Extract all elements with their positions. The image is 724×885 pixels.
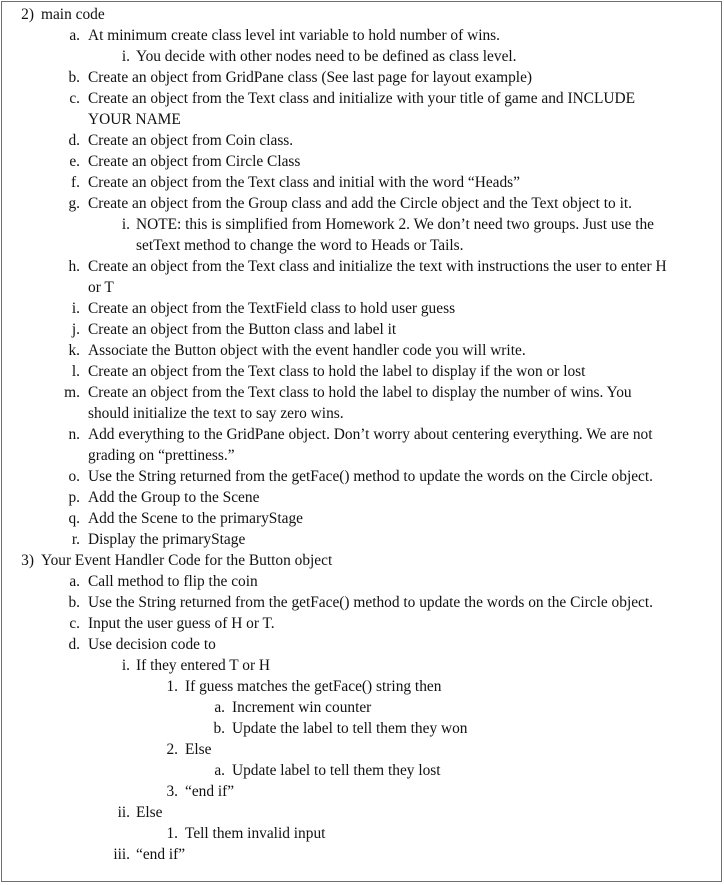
list-marker: m. bbox=[64, 384, 80, 401]
list-item-text: If guess matches the getFace() string then bbox=[185, 678, 442, 695]
list-marker: n. bbox=[68, 426, 80, 443]
list-item bbox=[0, 781, 720, 802]
list-marker: i. bbox=[121, 216, 130, 233]
list-marker: a. bbox=[69, 573, 80, 590]
list-item bbox=[0, 634, 720, 655]
list-item bbox=[0, 823, 720, 844]
list-marker: 2) bbox=[21, 6, 34, 23]
list-item-continuation bbox=[0, 403, 720, 424]
list-item-text: Use the String returned from the getFace() method to update the words on the Circle object. bbox=[88, 594, 654, 611]
list-item bbox=[0, 319, 720, 340]
list-marker: d. bbox=[68, 636, 80, 653]
list-item-text: Increment win counter bbox=[232, 699, 372, 716]
list-item bbox=[0, 256, 720, 277]
list-item-text: Use decision code to bbox=[88, 636, 216, 653]
list-item bbox=[0, 718, 720, 739]
list-item-text: Else bbox=[136, 804, 163, 821]
section-main-code bbox=[0, 4, 720, 25]
list-item-text: At minimum create class level int variable to hold number of wins. bbox=[88, 27, 501, 44]
list-marker: j. bbox=[71, 321, 80, 338]
list-marker: d. bbox=[68, 132, 80, 149]
list-item-text: Create an object from the TextField class to hold user guess bbox=[88, 300, 456, 317]
section-heading: Your Event Handler Code for the Button object bbox=[41, 552, 333, 569]
list-item-text: Create an object from the Text class to hold the label to display the number of wins. You bbox=[88, 384, 632, 401]
list-item bbox=[0, 298, 720, 319]
list-item-text: “end if” bbox=[185, 783, 235, 800]
list-marker: b. bbox=[213, 720, 225, 737]
list-item-continuation bbox=[0, 277, 720, 298]
list-item-text: NOTE: this is simplified from Homework 2. We don’t need two groups. Just use the bbox=[136, 216, 654, 233]
list-marker: 3) bbox=[21, 552, 34, 569]
list-item bbox=[0, 739, 720, 760]
list-item-text: Create an object from the Text class to hold the label to display if the won or lost bbox=[88, 363, 586, 380]
list-marker: 2. bbox=[166, 741, 178, 758]
list-marker: k. bbox=[68, 342, 80, 359]
list-item bbox=[0, 802, 720, 823]
list-marker: b. bbox=[68, 594, 80, 611]
list-marker: a. bbox=[69, 27, 80, 44]
list-marker: r. bbox=[71, 531, 80, 548]
list-item bbox=[0, 529, 720, 550]
list-item bbox=[0, 151, 720, 172]
list-marker: 1. bbox=[166, 825, 178, 842]
list-item-text: Create an object from the Text class and initial with the word “Heads” bbox=[88, 174, 520, 191]
list-item bbox=[0, 487, 720, 508]
list-item bbox=[0, 361, 720, 382]
list-item-text: Add the Group to the Scene bbox=[88, 489, 260, 506]
list-marker: q. bbox=[68, 510, 80, 527]
list-marker: g. bbox=[68, 195, 80, 212]
list-item bbox=[0, 130, 720, 151]
list-item-text: Create an object from the Text class and initialize with your title of game and INCLUDE bbox=[88, 90, 635, 107]
list-marker: p. bbox=[68, 489, 80, 506]
list-item bbox=[0, 697, 720, 718]
list-item bbox=[0, 214, 720, 235]
list-marker: 1. bbox=[166, 678, 178, 695]
list-item-text: Add everything to the GridPane object. Don’t worry about centering everything. We are not bbox=[88, 426, 653, 443]
list-marker: c. bbox=[69, 90, 80, 107]
list-item-text: Use the String returned from the getFace() method to update the words on the Circle object. bbox=[88, 468, 654, 485]
list-item bbox=[0, 844, 720, 865]
list-item-text: Call method to flip the coin bbox=[88, 573, 258, 590]
list-item bbox=[0, 25, 720, 46]
list-item bbox=[0, 592, 720, 613]
list-item bbox=[0, 613, 720, 634]
list-item-continuation bbox=[0, 445, 720, 466]
list-marker: a. bbox=[214, 699, 225, 716]
list-item bbox=[0, 676, 720, 697]
list-item-text: Create an object from the Group class and add the Circle object and the Text object to it. bbox=[88, 195, 632, 212]
list-item-text: “end if” bbox=[136, 846, 186, 863]
list-item bbox=[0, 88, 720, 109]
list-item-text: Create an object from Circle Class bbox=[88, 153, 301, 170]
list-item-continuation bbox=[0, 109, 720, 130]
list-item bbox=[0, 193, 720, 214]
list-item bbox=[0, 67, 720, 88]
list-item bbox=[0, 46, 720, 67]
list-item-text: Else bbox=[185, 741, 212, 758]
list-marker: ii. bbox=[117, 804, 130, 821]
list-marker: h. bbox=[68, 258, 80, 275]
list-marker: f. bbox=[71, 174, 80, 191]
list-item-text: Tell them invalid input bbox=[185, 825, 326, 842]
list-item-text: YOUR NAME bbox=[88, 111, 181, 128]
list-item-text: Create an object from the Button class and label it bbox=[88, 321, 397, 338]
list-marker: 3. bbox=[166, 783, 178, 800]
list-marker: o. bbox=[68, 468, 80, 485]
list-item-text: grading on “prettiness.” bbox=[88, 447, 235, 464]
list-marker: iii. bbox=[113, 846, 130, 863]
list-marker: i. bbox=[71, 300, 80, 317]
list-item-text: Update the label to tell them they won bbox=[232, 720, 468, 737]
list-item-text: You decide with other nodes need to be defined as class level. bbox=[136, 48, 517, 65]
list-item bbox=[0, 571, 720, 592]
list-item-text: setText method to change the word to Heads or Tails. bbox=[136, 237, 464, 254]
list-item-text: Create an object from the Text class and initialize the text with instructions the user to enter H bbox=[88, 258, 667, 275]
list-marker: e. bbox=[69, 153, 80, 170]
list-marker: l. bbox=[71, 363, 80, 380]
list-item-text: Input the user guess of H or T. bbox=[88, 615, 275, 632]
document-body bbox=[0, 4, 720, 865]
list-item-text: Add the Scene to the primaryStage bbox=[88, 510, 303, 527]
list-item bbox=[0, 466, 720, 487]
list-marker: a. bbox=[214, 762, 225, 779]
list-item-text: Update label to tell them they lost bbox=[232, 762, 441, 779]
list-item bbox=[0, 340, 720, 361]
list-marker: c. bbox=[69, 615, 80, 632]
list-marker: i. bbox=[121, 657, 130, 674]
list-item-text: should initialize the text to say zero wins. bbox=[88, 405, 344, 422]
list-item-text: If they entered T or H bbox=[136, 657, 271, 674]
list-item bbox=[0, 655, 720, 676]
list-item bbox=[0, 172, 720, 193]
list-item-text: Display the primaryStage bbox=[88, 531, 246, 548]
list-item-text: or T bbox=[88, 279, 114, 296]
list-item-text: Associate the Button object with the event handler code you will write. bbox=[88, 342, 526, 359]
section-event-handler bbox=[0, 550, 720, 571]
list-item-text: Create an object from Coin class. bbox=[88, 132, 294, 149]
list-marker: b. bbox=[68, 69, 80, 86]
list-item bbox=[0, 508, 720, 529]
list-item bbox=[0, 424, 720, 445]
section-heading: main code bbox=[41, 6, 105, 23]
list-item bbox=[0, 382, 720, 403]
list-item-continuation bbox=[0, 235, 720, 256]
list-item bbox=[0, 760, 720, 781]
list-item-text: Create an object from GridPane class (See last page for layout example) bbox=[88, 69, 533, 86]
list-marker: i. bbox=[121, 48, 130, 65]
